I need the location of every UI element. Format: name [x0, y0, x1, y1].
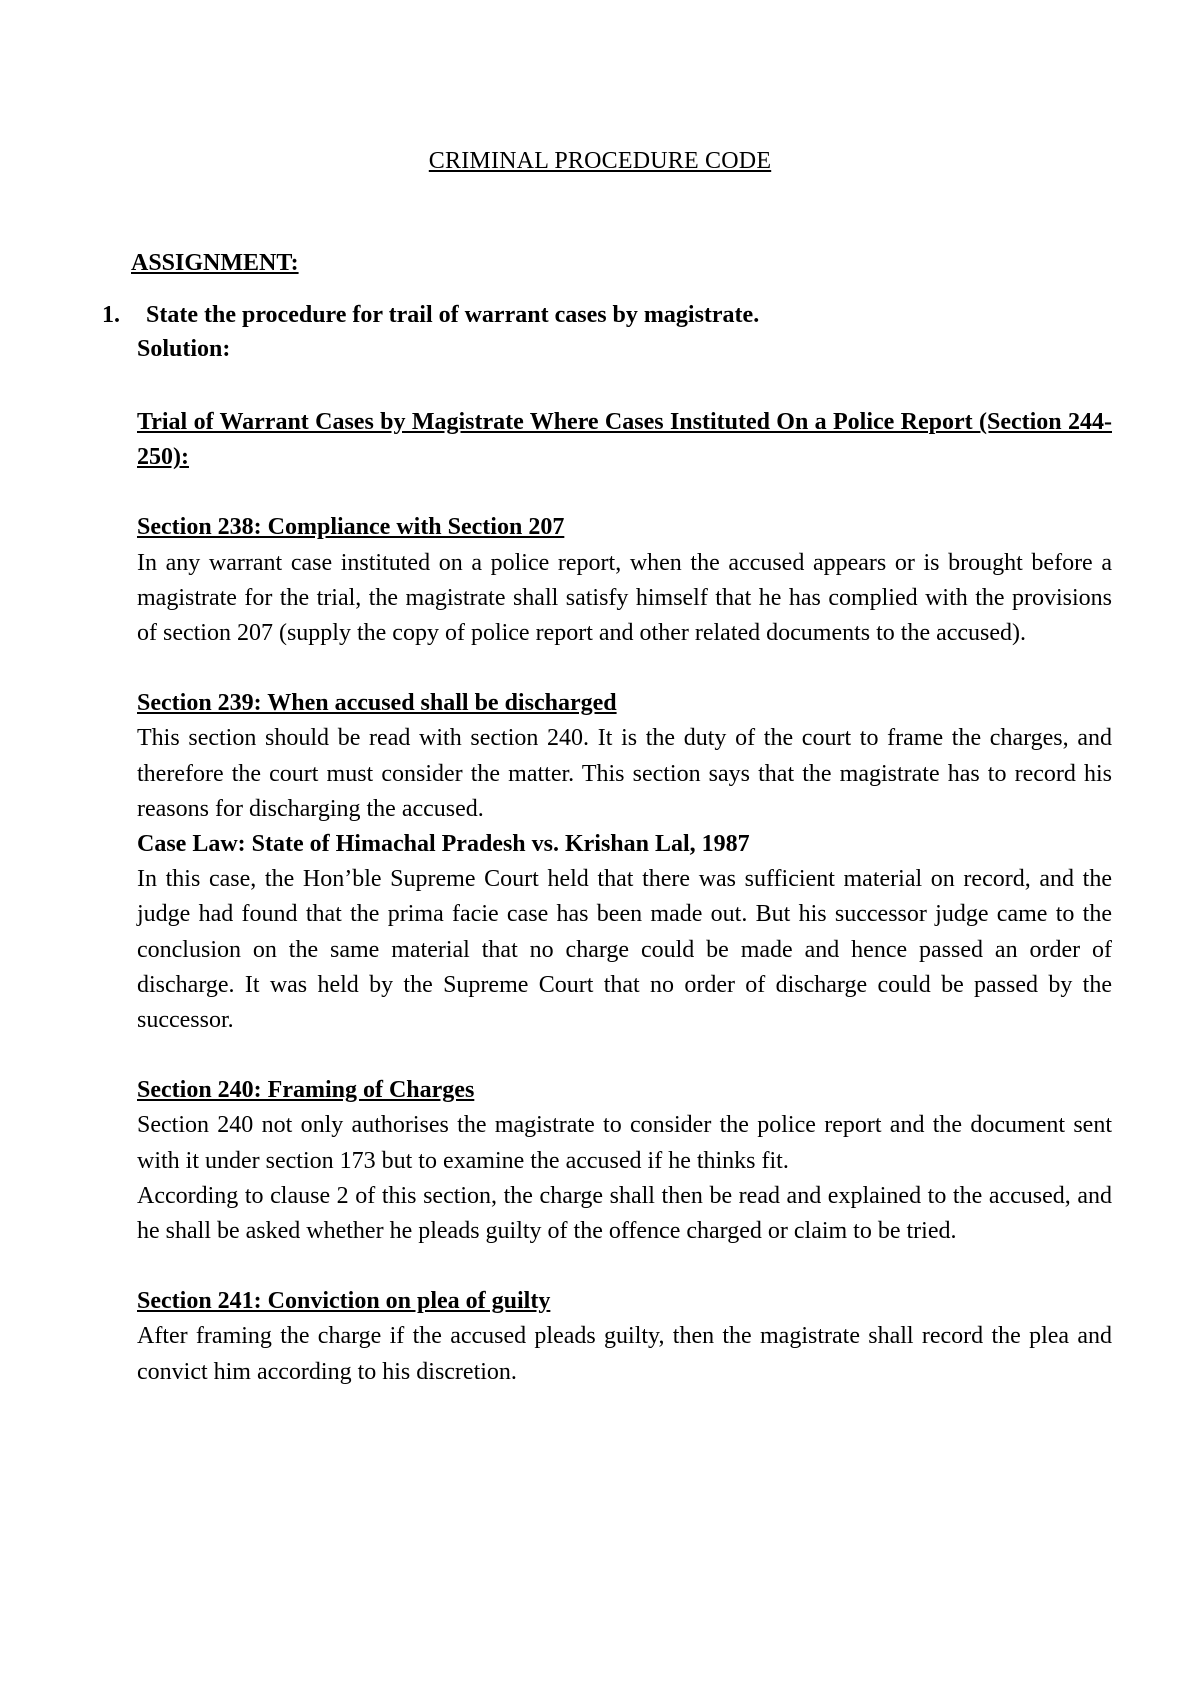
- section-239-heading: Section 239: When accused shall be discharged: [137, 690, 617, 717]
- section-239-body: This section should be read with section 240. It is the duty of the court to frame the charges, and therefore the court must consider the matter. This section says that the magistrate has to record his reasons for discharging the accused.: [137, 725, 1112, 822]
- section-240-body-clause-2: According to clause 2 of this section, the charge shall then be read and explained to the accused, and he shall be asked whether he pleads guilty of the offence charged or claim to be tried.: [137, 1182, 1112, 1245]
- section-241-heading: Section 241: Conviction on plea of guilty: [137, 1288, 551, 1315]
- question-line: [102, 302, 759, 329]
- section-241-body: After framing the charge if the accused pleads guilty, then the magistrate shall record the plea and convict him according to his discretion.: [137, 1323, 1112, 1385]
- case-law-body: In this case, the Hon’ble Supreme Court held that there was sufficient material on record, and the judge had found that the prima facie case has been made out. But his successor judge came to the conclusion on the same material that no charge could be made and hence passed an order of discharge. It was held by the Supreme Court that no order of discharge could be passed by the successor.: [137, 866, 1112, 1034]
- solution-content: [137, 405, 1112, 1390]
- document-title: CRIMINAL PROCEDURE CODE: [428, 148, 772, 174]
- case-law-heading: Case Law: State of Himachal Pradesh vs. Krishan Lal, 1987: [137, 831, 750, 858]
- question-text: State the procedure for trail of warrant cases by magistrate.: [146, 302, 760, 328]
- assignment-label: ASSIGNMENT:: [131, 250, 299, 276]
- section-240-body: Section 240 not only authorises the magistrate to consider the police report and the document sent with it under section 173 but to examine the accused if he thinks fit.: [137, 1112, 1112, 1174]
- main-heading: Trial of Warrant Cases by Magistrate Where Cases Instituted On a Police Report (Section 244-250):: [137, 409, 1112, 471]
- solution-label: Solution:: [137, 336, 231, 362]
- section-238-body: In any warrant case instituted on a police report, when the accused appears or is brought before a magistrate for the trial, the magistrate shall satisfy himself that he has complied with the provisions of section 207 (supply the copy of police report and other related documents to the accused).: [137, 549, 1112, 647]
- question-number: 1.: [102, 302, 120, 328]
- section-240-heading: Section 240: Framing of Charges: [137, 1077, 475, 1104]
- section-238-heading: Section 238: Compliance with Section 207: [137, 514, 565, 541]
